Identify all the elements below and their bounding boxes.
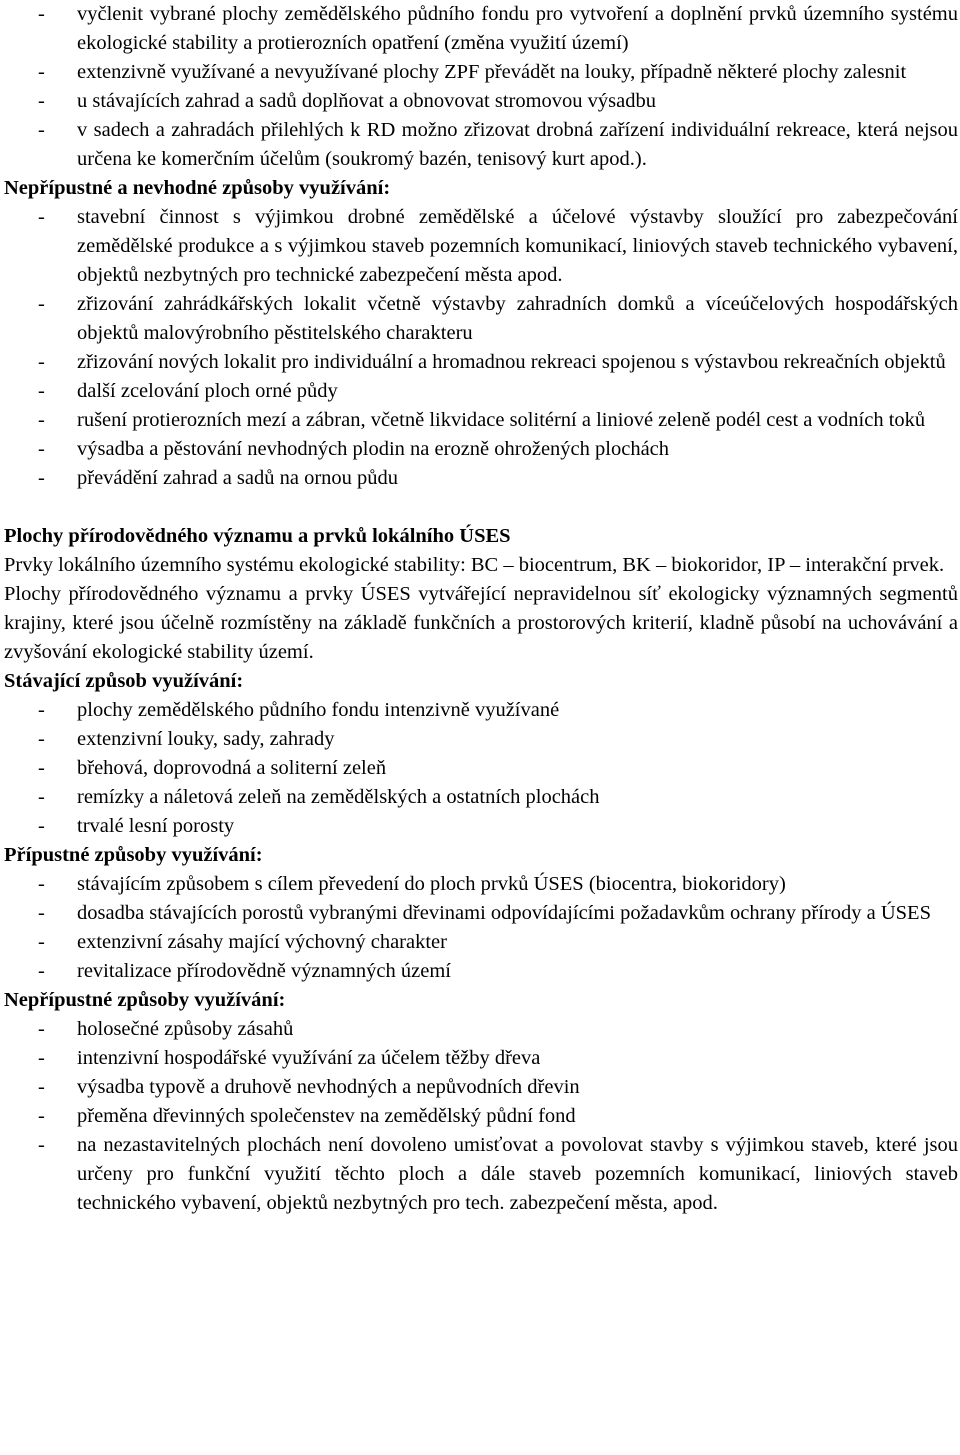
list-item xyxy=(4,899,958,928)
list-item xyxy=(4,1102,958,1131)
list-item xyxy=(4,116,958,174)
dash-bullet: - xyxy=(38,119,45,141)
dash-bullet: - xyxy=(38,786,45,808)
dash-bullet: - xyxy=(38,1134,45,1156)
dash-bullet: - xyxy=(38,90,45,112)
dash-bullet: - xyxy=(38,3,45,25)
bullet-list xyxy=(4,1015,958,1218)
dash-bullet: - xyxy=(38,467,45,489)
list-item-text: intenzivní hospodářské využívání za účelem těžby dřeva xyxy=(77,1047,541,1069)
list-item xyxy=(4,1015,958,1044)
list-item-text: extenzivní louky, sady, zahrady xyxy=(77,728,335,750)
list-item-text: trvalé lesní porosty xyxy=(77,815,235,837)
list-item xyxy=(4,812,958,841)
list-item xyxy=(4,464,958,493)
dash-bullet: - xyxy=(38,757,45,779)
bullet-list xyxy=(4,870,958,986)
section-heading: Stávající způsob využívání: xyxy=(4,670,244,692)
list-item-text: zřizování nových lokalit pro individuální a hromadnou rekreaci spojenou s výstavbou rekreačních objektů xyxy=(77,351,946,373)
dash-bullet: - xyxy=(38,931,45,953)
list-item-text: na nezastavitelných plochách není dovoleno umisťovat a povolovat stavby s výjimkou staveb, které jsou určeny pro funkční využití těchto ploch a dále staveb pozemních komunikací, liniových staveb technického vybavení, objektů nezbytných pro tech. zabezpečení města, apod. xyxy=(77,1134,958,1214)
list-item xyxy=(4,725,958,754)
list-item-text: revitalizace přírodovědně významných území xyxy=(77,960,451,982)
list-item xyxy=(4,203,958,290)
dash-bullet: - xyxy=(38,699,45,721)
dash-bullet: - xyxy=(38,728,45,750)
paragraph: Plochy přírodovědného významu a prvky ÚSES vytvářející nepravidelnou síť ekologicky významných segmentů krajiny, které jsou účelně rozmístěny na základě funkčních a prostorových kriterií, kladně působí na uchovávání a zvyšování ekologické stability území. xyxy=(4,583,958,663)
list-item-text: extenzivní zásahy mající výchovný charakter xyxy=(77,931,447,953)
dash-bullet: - xyxy=(38,1076,45,1098)
list-item xyxy=(4,290,958,348)
section-heading: Plochy přírodovědného významu a prvků lokálního ÚSES xyxy=(4,525,511,547)
dash-bullet: - xyxy=(38,960,45,982)
list-item xyxy=(4,696,958,725)
dash-bullet: - xyxy=(38,293,45,315)
list-item-text: výsadba a pěstování nevhodných plodin na erozně ohrožených plochách xyxy=(77,438,670,460)
bullet-list xyxy=(4,696,958,841)
list-item-text: zřizování zahrádkářských lokalit včetně výstavby zahradních domků a víceúčelových hospodářských objektů malovýrobního pěstitelského charakteru xyxy=(77,293,958,344)
list-item-text: vyčlenit vybrané plochy zemědělského půdního fondu pro vytvoření a doplnění prvků územního systému ekologické stability a protierozních opatření (změna využití území) xyxy=(77,3,958,54)
list-item xyxy=(4,435,958,464)
list-item-text: plochy zemědělského půdního fondu intenzivně využívané xyxy=(77,699,560,721)
list-item xyxy=(4,0,958,58)
list-item xyxy=(4,957,958,986)
section-heading: Nepřípustné způsoby využívání: xyxy=(4,989,286,1011)
dash-bullet: - xyxy=(38,1105,45,1127)
list-item xyxy=(4,58,958,87)
paragraph: Prvky lokálního územního systému ekologické stability: BC – biocentrum, BK – biokoridor, IP – interakční prvek. xyxy=(4,554,945,576)
list-item-text: dosadba stávajících porostů vybranými dřevinami odpovídajícími požadavkům ochrany přírody a ÚSES xyxy=(77,902,931,924)
dash-bullet: - xyxy=(38,438,45,460)
dash-bullet: - xyxy=(38,351,45,373)
list-item xyxy=(4,87,958,116)
list-item xyxy=(4,1131,958,1218)
list-item xyxy=(4,1073,958,1102)
list-item xyxy=(4,870,958,899)
list-item xyxy=(4,754,958,783)
dash-bullet: - xyxy=(38,1018,45,1040)
list-item-text: stávajícím způsobem s cílem převedení do ploch prvků ÚSES (biocentra, biokoridory) xyxy=(77,873,786,895)
list-item-text: u stávajících zahrad a sadů doplňovat a obnovovat stromovou výsadbu xyxy=(77,90,656,112)
list-item xyxy=(4,377,958,406)
dash-bullet: - xyxy=(38,409,45,431)
list-item xyxy=(4,928,958,957)
list-item-text: výsadba typově a druhově nevhodných a nepůvodních dřevin xyxy=(77,1076,580,1098)
dash-bullet: - xyxy=(38,380,45,402)
list-item-text: rušení protierozních mezí a zábran, včetně likvidace solitérní a liniové zeleně podél cest a vodních toků xyxy=(77,409,926,431)
section-heading: Přípustné způsoby využívání: xyxy=(4,844,263,866)
section-heading: Nepřípustné a nevhodné způsoby využívání: xyxy=(4,177,391,199)
list-item-text: stavební činnost s výjimkou drobné zemědělské a účelové výstavby sloužící pro zabezpečování zemědělské produkce a s výjimkou staveb pozemních komunikací, liniových staveb technického vybavení, objektů nezbytných pro technické zabezpečení města apod. xyxy=(77,206,958,286)
dash-bullet: - xyxy=(38,902,45,924)
list-item xyxy=(4,783,958,812)
bullet-list xyxy=(4,0,958,174)
list-item-text: holosečné způsoby zásahů xyxy=(77,1018,294,1040)
paragraph-gap xyxy=(4,493,958,522)
list-item-text: břehová, doprovodná a soliterní zeleň xyxy=(77,757,387,779)
list-item-text: další zcelování ploch orné půdy xyxy=(77,380,338,402)
list-item-text: remízky a náletová zeleň na zemědělských a ostatních plochách xyxy=(77,786,600,808)
dash-bullet: - xyxy=(38,873,45,895)
list-item-text: extenzivně využívané a nevyužívané plochy ZPF převádět na louky, případně některé plochy zalesnit xyxy=(77,61,907,83)
list-item xyxy=(4,1044,958,1073)
dash-bullet: - xyxy=(38,61,45,83)
dash-bullet: - xyxy=(38,1047,45,1069)
dash-bullet: - xyxy=(38,815,45,837)
bullet-list xyxy=(4,203,958,493)
list-item xyxy=(4,348,958,377)
list-item xyxy=(4,406,958,435)
list-item-text: v sadech a zahradách přilehlých k RD možno zřizovat drobná zařízení individuální rekreace, která nejsou určena ke komerčním účelům (soukromý bazén, tenisový kurt apod.). xyxy=(77,119,958,170)
list-item-text: převádění zahrad a sadů na ornou půdu xyxy=(77,467,399,489)
list-item-text: přeměna dřevinných společenstev na zemědělský půdní fond xyxy=(77,1105,576,1127)
dash-bullet: - xyxy=(38,206,45,228)
